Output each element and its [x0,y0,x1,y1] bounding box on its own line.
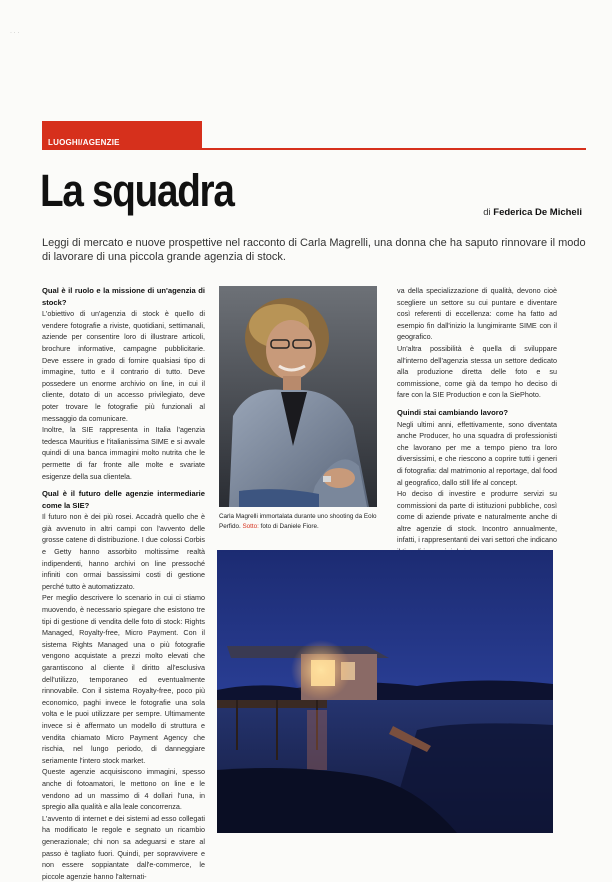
header-rule [42,148,586,150]
text-column-1 [42,285,205,882]
byline [483,207,582,218]
night-landscape-illustration [217,550,553,833]
portrait-illustration [219,286,377,507]
paragraph: L'obiettivo di un'agenzia di stock è quello di vendere fotografie a riviste, quotidiani, settimanali, aziende per consentire loro di illustrare articoli, brochure informative, campagne pubblicitarie. Deve essere in grado di fornire qualsiasi tipo di immagine, tutto e il contrario di tutto. Deve possedere un enorme archivio on line, in cui il cliente, dotato di un accesso privilegiato, deve poter trovare le fotografie più funzionali al messaggio da comunicare. [42,309,205,423]
paragraph: Ho deciso di investire e produrre servizi su commissioni da parte di istituzioni pubbliche, così come di aziende private e naturalmente anche di altre agenzie di stock. Incontro annualmente, infatti, i rappresentanti dei vari settori che indicano [397,489,557,545]
byline-author: Federica De Micheli [493,207,582,218]
section-label: LUOGHI/AGENZIE [48,138,120,147]
question-heading: Qual è il ruolo e la missione di un'agenzia di stock? [42,286,205,307]
portrait-photo [219,286,377,507]
caption-label: Sotto: [242,522,259,530]
question-heading: Quindi stai cambiando lavoro? [397,407,508,417]
section-tag [42,121,202,150]
paragraph: Per meglio descrivere lo scenario in cui ci stiamo muovendo, è necessario spiegare che esistono tre tipi di gestione di vendita delle foto di stock: Rights Managed, Royalty-free, Micro Payment. Con il sistema Rights Managed una o più fotografie vengono acquistate a prezzi molto elevati che garantiscono al cliente il diritto all'esclusiva dell'utilizzo, temporaneo ed eventualmente rinnovabile. Con il sistema Royalty-free, poco più economico, paghi invece le fotografie una sola volta e le puoi utilizzare per sempre. Ultimamente invece si è affermato un modello di struttura e vendita chiamato Micro Payment Agency che rischia, nel lungo periodo, di danneggiare seriamente l'intero stock market. [42,593,205,765]
scan-artifact: · · · [10,30,20,36]
article-lead: Leggi di mercato e nuove prospettive nel racconto di Carla Magrelli, una donna che ha saputo rinnovare il modo di lavorare di una piccola grande agenzia di stock. [42,237,586,263]
photo-caption [219,512,381,531]
byline-prefix: di [483,207,491,218]
caption-text: Carla Magrelli immortalata durante uno shooting da Eolo Perfido. [219,513,377,530]
paragraph: L'avvento di internet e dei sistemi ad esso collegati ha modificato le regole e segnato un ricambio generazionale; chi non sa adeguarsi e stare al passo è tagliato fuori. Quindi, per sopravvivere e non essere soppiantate dall'e-commerce, le piccole agenzie hanno l'alternati- [42,813,205,881]
caption-credit: foto di Daniele Fiore. [260,522,319,530]
lake-house-photo [217,550,553,833]
paragraph: Il futuro non è dei più rosei. Accadrà quello che è già avvenuto in altri campi con l'avvento delle grosse catene di distribuzione. I due colossi Corbis e Getty hanno assorbito moltissime realtà indipendenti, hanno archivi on line pressoché infiniti con ormai bassissimi costi di gestione perché tutto è automatizzato. [42,512,205,591]
question-heading: Qual è il futuro delle agenzie intermediarie come la SIE? [42,489,205,510]
paragraph: Inoltre, la SIE rappresenta in Italia l'agenzia tedesca Mauritius e l'italianissima SIME e si avvale quindi di una banca immagini molto nutrita che le permette di far fronte alle molte e svariate esigenze della sua clientela. [42,425,205,481]
article-title: La squadra [40,165,234,216]
paragraph: Un'altra possibilità è quella di sviluppare all'interno dell'agenzia stessa un settore dedicato alla produzione diretta delle foto e su commissione, come già da tempo ho deciso di fare con la SIE Production e con la SiePhoto. [397,343,557,400]
paragraph: Negli ultimi anni, effettivamente, sono diventata anche Producer, ho una squadra di professionisti che lavorano per me a tempo pieno tra loro diversissimi, e che riescono a coprire tutti i generi di fotografia: dal matrimonio al reportage, dal food al geografico, dallo still life al concept. [397,419,557,487]
paragraph: va della specializzazione di qualità, devono cioè scegliere un settore su cui puntare e diventare così referenti di eccellenza: come ha fatto ad esempio fin dall'inizio la lungimirante SIME con il geografico. [397,286,557,342]
paragraph: Queste agenzie acquisiscono immagini, spesso anche di fotoamatori, le mettono on line e le vendono ad un massimo di 4 dollari l'una, in spregio alla qualità e alla leale concorrenza. [42,767,205,812]
text-column-3 [397,285,557,558]
